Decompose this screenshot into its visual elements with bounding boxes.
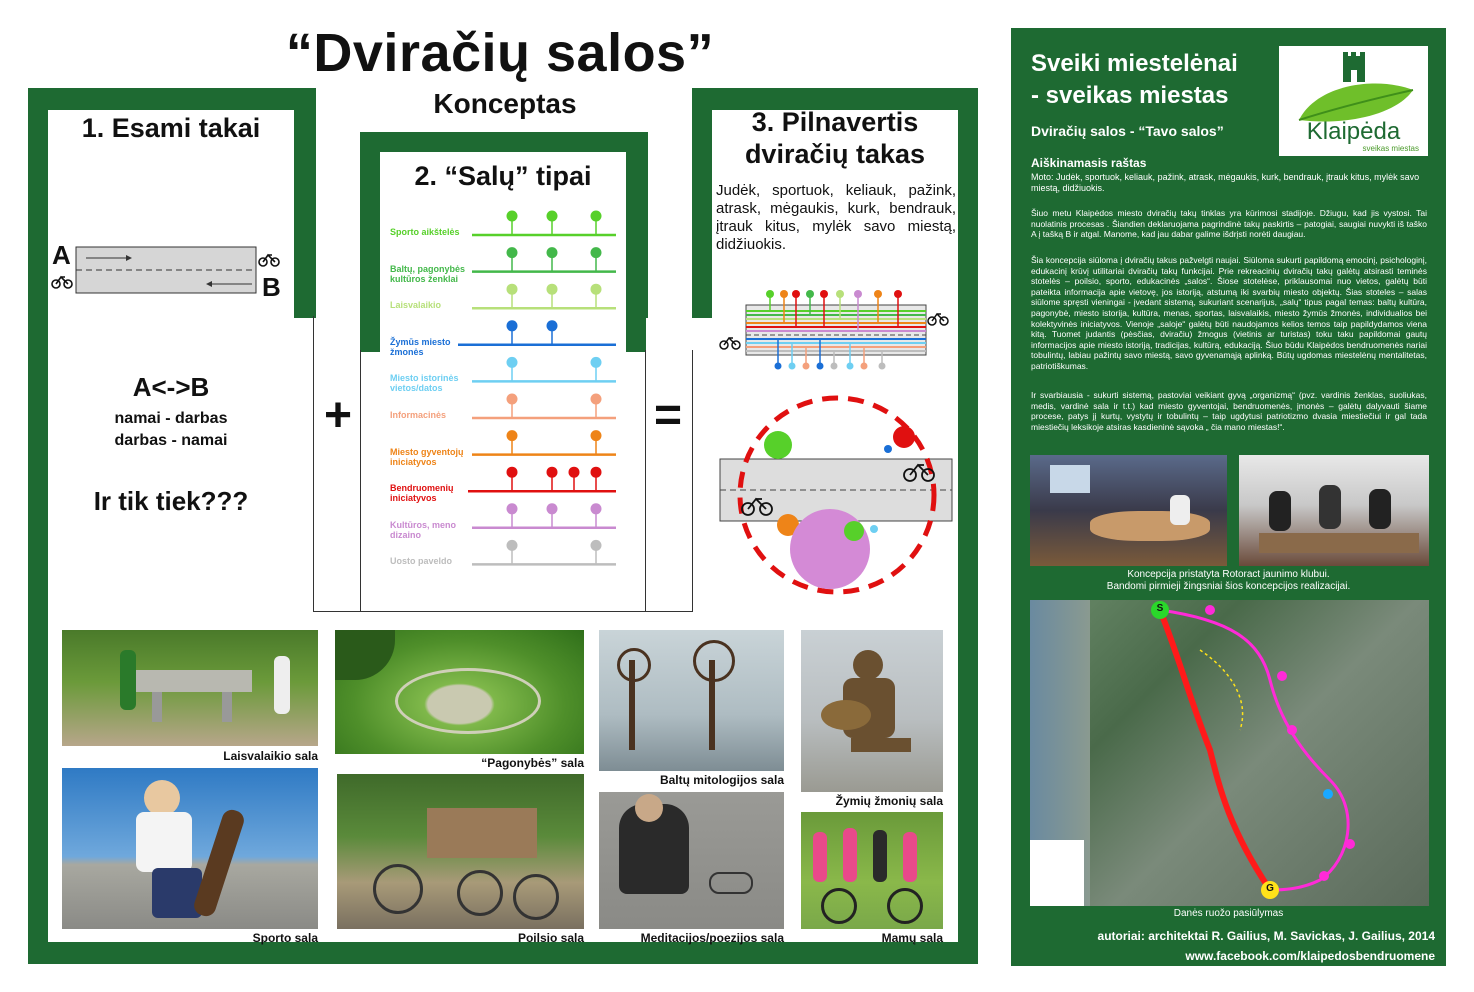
legend-pin: [591, 394, 602, 405]
legend-label: Miesto gyventojų iniciatyvos: [390, 446, 464, 467]
route-map: [1030, 600, 1429, 906]
legend-pin: [507, 430, 518, 441]
photo-meeting-1: [1030, 455, 1227, 566]
caption-meditacijos: Meditacijos/poezijos sala: [640, 931, 784, 945]
point-b-label: B: [262, 272, 281, 302]
caption-baltu: Baltų mitologijos sala: [659, 773, 784, 787]
legend-label: Laisvalaikio: [390, 300, 442, 311]
legend-pin: [591, 540, 602, 551]
photo-poilsio: [337, 774, 584, 929]
caption-pagonybes: “Pagonybės” sala: [481, 756, 584, 770]
full-path-diagram: [712, 285, 958, 375]
connector-fill: [314, 318, 360, 611]
logo-sub: sveikas miestas: [1362, 144, 1419, 153]
legend-pin: [569, 467, 580, 478]
para3-text: Ir svarbiausia - sukurti sistemą, pastoviai veikiant gyvą „organizmą“ (pvz. vardinis ženklas, suoliukas, medis, vardinė sala ir t.t.) kad miesto gyventojai, bendruomenės, įmonės – galėtų dalyvauti šiame procese, patys jį kurtų, vystytų ir tobulintų – taip ugdytusi patriotizmo dvasia miestiečiui ir gal tada miestiečių leksikoje atsiras kasdieninė sąvoka „ čia mano miestas!“.: [1031, 390, 1427, 432]
panel3-text: Judėk, sportuok, keliauk, pažink, atrask, mėgaukis, kurk, bendrauk, įtrauk kitus, mylėk savo miestą, didžiuokis.: [716, 182, 956, 253]
existing-path-diagram: [48, 235, 294, 305]
page-subtitle: Konceptas: [433, 88, 577, 119]
explain-title: Aiškinamasis raštas: [1031, 156, 1147, 170]
bicycle-icon: [928, 314, 948, 325]
connector-mid: [360, 350, 361, 612]
legend-pin: [507, 467, 518, 478]
legend-label: Bendruomenių iniciatyvos: [390, 483, 454, 504]
klaipeda-logo: [1279, 46, 1428, 156]
photo-pagonybes: [335, 630, 584, 754]
map-start-label: S: [1156, 603, 1164, 614]
legend-pin: [547, 284, 558, 295]
legend-pin: [507, 211, 518, 222]
legend-pin: [591, 430, 602, 441]
legend-pin: [507, 540, 518, 551]
photo-caption-2: Bandomi pirmieji žingsniai šios koncepcijos realizacijai.: [1106, 581, 1351, 592]
photo-zymiu: [801, 630, 943, 792]
facebook-link[interactable]: www.facebook.com/klaipedosbendruomene: [1185, 949, 1435, 963]
map-goal-label: G: [1266, 883, 1274, 894]
photo-mamu: [801, 812, 943, 929]
legend-label: Informacinės: [390, 410, 447, 420]
panel2-title: 2. “Salų” tipai: [414, 161, 592, 191]
legend-label: Žymūs miesto žmonės: [390, 336, 451, 357]
legend-label: Sporto aikštelės: [390, 227, 460, 237]
legend-pin: [591, 503, 602, 514]
route-line2: darbas - namai: [114, 432, 228, 449]
legend-pin: [547, 247, 558, 258]
caption-laisvalaikio: Laisvalaikio sala: [223, 749, 318, 763]
para1-text: Šiuo metu Klaipėdos miesto dviračių takų tinklas yra kūrimosi stadijoje. Džiugu, kad jis vystosi. Tai nuolatinis procesas . Šiandien deklaruojama pagrindinė takų paskirtis – patogiai, saugiai nuvykti iš taško A į tašką B ir atgal. Manome, kad jau dabar galime išdrįsti norėti daugiau.: [1031, 208, 1427, 240]
photo-laisvalaikio: [62, 630, 318, 746]
photo-caption-1: Koncepcija pristatyta Rotoract jaunimo klubui.: [1127, 569, 1330, 580]
page-title: “Dviračių salos”: [285, 23, 715, 83]
legend-pin: [547, 211, 558, 222]
bicycle-icon: [52, 277, 72, 288]
legend-pin: [547, 467, 558, 478]
map-caption: Danės ruožo pasiūlymas: [1173, 908, 1284, 919]
caption-zymiu: Žymių žmonių sala: [835, 794, 943, 808]
caption-sporto: Sporto sala: [252, 931, 318, 945]
point-a-label: A: [52, 240, 71, 270]
photo-meditacijos: [599, 792, 784, 929]
question-text: Ir tik tiek???: [93, 486, 249, 516]
legend-label: Kultūros, meno dizaino: [390, 519, 457, 540]
plus-sign: +: [323, 389, 353, 442]
caption-mamu: Mamų sala: [881, 931, 943, 945]
legend-pin: [591, 357, 602, 368]
legend-pin: [547, 320, 558, 331]
logo-text: Klaipėda: [1306, 118, 1401, 145]
route-line1: namai - darbas: [114, 410, 228, 427]
panel3-title: 3. Pilnavertis dviračių takas: [744, 107, 926, 169]
legend-pin: [507, 320, 518, 331]
panel1-inner: [48, 110, 294, 630]
right-sub: Dviračių salos - “Tavo salos”: [1031, 123, 1224, 139]
legend-label: Baltų, pagonybės kultūros ženklai: [390, 263, 466, 284]
moto-text: Moto: Judėk, sportuok, keliauk, pažink, atrask, mėgaukis, kurk, bendrauk, įtrauk kitus, mylėk savo miestą, didžiuokis.: [1031, 172, 1420, 193]
island-circle-diagram: [712, 385, 958, 610]
legend-pin: [591, 247, 602, 258]
bicycle-icon: [259, 255, 279, 266]
route-label: A<->B: [132, 372, 210, 402]
legend-pin: [507, 357, 518, 368]
photo-sporto: [62, 768, 318, 929]
legend-pin: [507, 503, 518, 514]
authors-text: autoriai: architektai R. Gailius, M. Savickas, J. Gailius, 2014: [1097, 929, 1435, 943]
photo-baltu: [599, 630, 784, 771]
para2-text: Šia koncepcija siūloma į dviračių takus pažvelgti naujai. Siūloma sukurti papildomą emocinį, psichologinį, edukacinį krūvį utilitariai dviračių takų funkcijai. Prie rekreacinių dviračių takų galėtų atsirasti teminės stotelės – poilsio, sporto, edukacinės „salos“. Šiose stotelėse, priklausomai nuo vietos, galėtų būti pateikta informacija apie vietovę, jos istoriją, atstumą iki svarbių miesto objektų. Šias stoteles – salas siūlome spręsti vieningai - įvedant sistemą, sukuriant scenarijus, „salų“ tipus pagal temas: baltų kultūra, pagonybė, miesto istorija, kultūra, menas, sportas, laisvalaikis, miesto žymūs žmonės, individualios bei kolektyvinės iniciatyvos. Vienoje „saloje“ galėtų būti naudojamos kelios temos taip papildydamos viena kitą. Tuomet judantis (pėsčias, dviračiu) žmogus (vietinis ar turistas) toku taku papildomai gautų informacijos apie miesto istoriją, tradicijas, kultūrą, edukaciją. Šiuo būdu Klaipėdos bendruomenės nariai tobulintų, labiau pažintų savo miestą, savo gyvenamąją aplinką. Būtų ugdomas miestelėnų mentalitetas, patriotiškumas.: [1031, 255, 1427, 371]
route-lines: [1030, 600, 1429, 906]
caption-poilsio: Poilsio sala: [517, 931, 584, 945]
panel1-title: 1. Esami takai: [81, 113, 261, 143]
castle-icon: [1329, 50, 1379, 84]
legend-pin: [547, 503, 558, 514]
legend-pin: [591, 284, 602, 295]
legend-pin: [507, 394, 518, 405]
legend-label: Uosto paveldo: [390, 556, 453, 567]
right-headline-1: Sveiki miestelėnai: [1031, 50, 1238, 77]
bicycle-icon: [720, 338, 740, 349]
legend-label: Miesto istorinės vietos/datos: [390, 373, 459, 394]
legend-pin: [507, 247, 518, 258]
legend-pin: [591, 467, 602, 478]
photo-meeting-2: [1239, 455, 1429, 566]
right-headline-2: - sveikas miestas: [1031, 82, 1229, 109]
legend-pin: [507, 284, 518, 295]
equals-sign: =: [653, 389, 683, 442]
legend-pin: [591, 211, 602, 222]
connector-fill2: [646, 318, 692, 611]
